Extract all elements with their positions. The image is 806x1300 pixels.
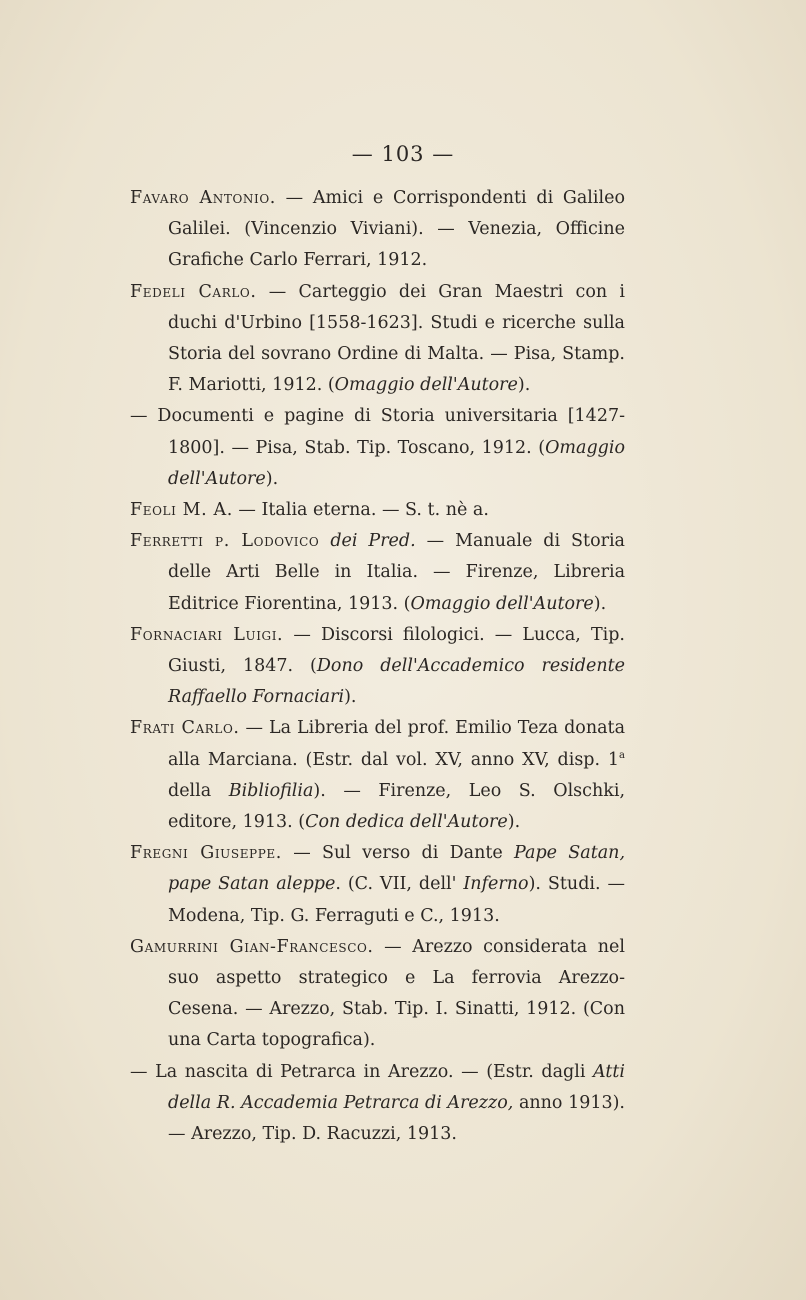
bibliography-entry (130, 620, 625, 714)
entry-end: ). (593, 593, 607, 614)
entry-author: Fregni Giuseppe. (130, 843, 282, 864)
entry-author: Gamurrini Gian-Francesco. (130, 936, 374, 957)
entry-note: Con dedica dell'Autore (305, 812, 508, 833)
entry-text: — La nascita di Petrarca in Arezzo. — (Estr. dagli (130, 1061, 593, 1082)
entry-note: Omaggio dell'Autore (334, 375, 518, 396)
entry-text: . (C. VII, dell' (335, 874, 464, 895)
entry-author: Feoli M. A. (130, 500, 233, 521)
entry-quote: Pape Satan, pape Satan aleppe (168, 843, 626, 895)
entry-author: Fedeli Carlo. (130, 281, 257, 302)
bibliography-entry (130, 401, 625, 495)
entry-text: anno 1913). — Arezzo, Tip. D. Racuzzi, 1913. (168, 1092, 625, 1145)
bibliography-entry (130, 183, 625, 277)
entry-journal: Atti della R. Accademia Petrarca di Arezzo, (168, 1061, 625, 1113)
entry-text: — Documenti e pagine di Storia universitaria [1427-1800]. — Pisa, Stab. Tip. Toscano, 1912. ( (130, 406, 625, 458)
bibliography-entry (130, 1057, 625, 1151)
entry-author-suffix: dei Pred. (319, 531, 416, 552)
entry-end: ). (517, 375, 531, 396)
entry-superscript: a (619, 749, 625, 761)
entry-note: Omaggio dell'Autore (168, 437, 625, 489)
page-number: — 103 — (351, 142, 455, 166)
entry-text: ). — Firenze, Leo S. Olschki, editore, 1913. ( (168, 780, 626, 833)
entry-author: Frati Carlo. (130, 718, 240, 739)
entry-text: — Italia eterna. — S. t. nè a. (232, 500, 489, 521)
entry-text: — Manuale di Storia delle Arti Belle in Italia. — Firenze, Libreria Editrice Fiorentina, 1913. ( (168, 531, 625, 614)
bibliography-entry (130, 932, 625, 1057)
entry-text: ). Studi. — Modena, Tip. G. Ferraguti e C., 1913. (168, 874, 625, 926)
entry-end: ). (344, 687, 357, 708)
bibliography-entry (130, 277, 625, 402)
entry-note: Omaggio dell'Autore (410, 593, 594, 614)
entry-text: della (168, 780, 229, 801)
entry-text: — La Libreria del prof. Emilio Teza donata alla Marciana. (Estr. dal vol. XV, anno XV, disp. 1 (168, 718, 625, 770)
bibliography-entry (130, 713, 625, 838)
bibliography-entry (130, 526, 625, 620)
bibliography-list (130, 183, 625, 1150)
bibliography-entry (130, 838, 625, 932)
entry-text: — Amici e Corrispondenti di Galileo Galilei. (Vincenzio Viviani). — Venezia, Officine Grafiche Carlo Ferrari, 1912. (168, 188, 625, 271)
entry-author: Fornaciari Luigi. (130, 624, 284, 645)
entry-journal: Bibliofilia (228, 780, 314, 801)
entry-author: Favaro Antonio. (130, 188, 276, 208)
entry-note: Dono dell'Accademico residente Raffaello Fornaciari (168, 656, 626, 708)
entry-end: ). (265, 468, 279, 489)
entry-end: ). (507, 812, 521, 833)
entry-text: — Sul verso di Dante (281, 843, 515, 864)
bibliography-entry (130, 495, 625, 526)
entry-text: — Carteggio dei Gran Maestri con i duchi d'Urbino [1558-1623]. Studi e ricerche sulla Storia del sovrano Ordine di Malta. — Pisa, Stamp. F. Mariotti, 1912. ( (168, 281, 625, 396)
entry-author: Ferretti p. Lodovico (130, 531, 320, 552)
entry-text: — Discorsi filologici. — Lucca, Tip. Giusti, 1847. ( (168, 624, 625, 677)
entry-text: — Arezzo considerata nel suo aspetto strategico e La ferrovia Arezzo-Cesena. — Arezzo, Stab. Tip. I. Sinatti, 1912. (Con una Carta topografica). (168, 936, 625, 1051)
entry-work: Inferno (463, 874, 529, 895)
